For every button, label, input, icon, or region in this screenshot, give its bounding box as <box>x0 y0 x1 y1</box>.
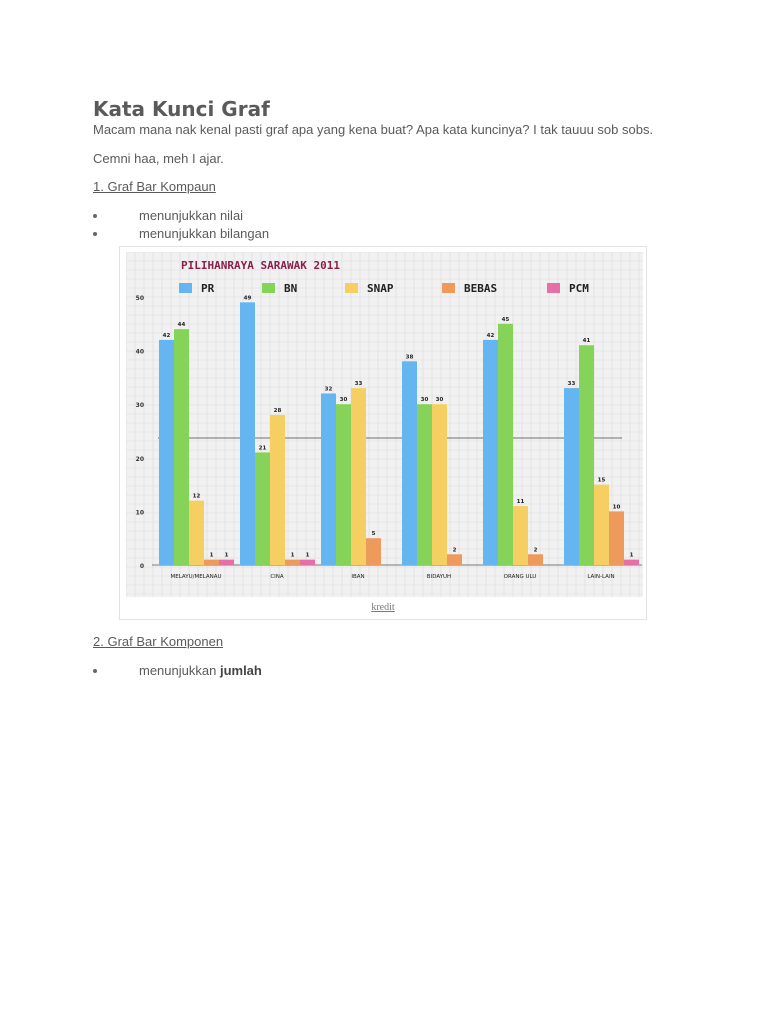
bullet-list-kompaun <box>93 207 673 243</box>
bar <box>189 501 204 565</box>
x-tick-label: CINA <box>270 574 284 580</box>
bar <box>255 452 270 565</box>
list-item <box>93 207 673 225</box>
data-label: 42 <box>486 332 495 339</box>
bar <box>270 415 285 565</box>
section-heading-graf-bar-komponen: 2. Graf Bar Komponen <box>93 634 224 649</box>
bar <box>402 361 417 565</box>
list-item-bold-text: jumlah <box>219 663 262 678</box>
y-tick-label: 30 <box>135 402 144 410</box>
data-label: 30 <box>435 397 444 404</box>
bar <box>624 560 639 565</box>
data-label: 11 <box>516 499 525 506</box>
bar <box>483 340 498 565</box>
bullet-list-komponen <box>93 662 673 680</box>
legend-swatch <box>442 283 455 293</box>
y-tick-label: 0 <box>139 563 144 570</box>
data-label: 45 <box>501 316 510 323</box>
x-tick-label: MELAYU/MELANAU <box>170 574 222 580</box>
data-label: 33 <box>567 381 576 388</box>
bar <box>366 538 381 565</box>
data-label: 30 <box>420 397 429 404</box>
y-tick-label: 50 <box>135 295 144 302</box>
bar <box>579 345 594 565</box>
data-label: 1 <box>629 552 634 559</box>
bar <box>564 388 579 565</box>
list-item-text: menunjukkan <box>139 663 220 678</box>
x-tick-label: BIDAYUH <box>426 574 452 580</box>
bar <box>528 554 543 565</box>
bar <box>513 506 528 565</box>
bar <box>285 560 300 565</box>
bar <box>219 560 234 565</box>
legend-label: BN <box>284 282 298 295</box>
section-heading-graf-bar-kompaun: 1. Graf Bar Kompaun <box>93 179 216 194</box>
list-item-text: menunjukkan nilai <box>139 208 244 223</box>
data-label: 12 <box>192 493 201 500</box>
data-label: 1 <box>224 552 229 559</box>
data-label: 15 <box>597 477 606 484</box>
data-label: 1 <box>305 552 310 559</box>
y-tick-label: 40 <box>135 348 144 356</box>
data-label: 1 <box>209 552 214 559</box>
legend-label: PCM <box>569 282 589 295</box>
legend-swatch <box>345 283 358 293</box>
intro-paragraph: Macam mana nak kenal pasti graf apa yang kena buat? Apa kata kuncinya? I tak tauuu sob sobs. <box>93 122 654 137</box>
data-label: 1 <box>290 552 295 559</box>
bar <box>240 302 255 565</box>
chart-figure <box>119 246 647 620</box>
bullet-icon <box>93 232 97 236</box>
data-label: 49 <box>243 295 252 302</box>
bar <box>498 324 513 565</box>
y-tick-label: 20 <box>135 455 144 463</box>
legend-label: PR <box>201 282 215 295</box>
legend-swatch <box>262 283 275 293</box>
data-label: 21 <box>258 445 267 452</box>
bar <box>447 554 462 565</box>
bar <box>432 404 447 565</box>
data-label: 30 <box>339 397 348 404</box>
list-item <box>93 225 673 243</box>
bullet-icon <box>93 214 97 218</box>
legend-label: BEBAS <box>464 282 498 295</box>
data-label: 28 <box>273 407 282 414</box>
bar <box>351 388 366 565</box>
page-title: Kata Kunci Graf <box>93 97 270 121</box>
x-tick-label: IBAN <box>351 574 365 580</box>
x-tick-label: ORANG ULU <box>503 574 537 580</box>
list-item-text: menunjukkan bilangan <box>139 226 270 241</box>
chart-title: PILIHANRAYA SARAWAK 2011 <box>181 259 340 272</box>
data-label: 42 <box>162 332 171 339</box>
data-label: 2 <box>533 547 538 554</box>
data-label: 33 <box>354 381 363 388</box>
bar <box>336 404 351 565</box>
bullet-icon <box>93 669 97 673</box>
bar <box>300 560 315 565</box>
data-label: 44 <box>177 322 186 329</box>
data-label: 10 <box>612 504 621 511</box>
bar <box>174 329 189 565</box>
bar <box>609 511 624 565</box>
data-label: 2 <box>452 547 457 554</box>
data-label: 38 <box>405 354 414 361</box>
data-label: 5 <box>371 531 376 538</box>
legend-swatch <box>179 283 192 293</box>
bar <box>159 340 174 565</box>
article <box>93 96 673 680</box>
y-tick-label: 10 <box>135 509 144 517</box>
data-label: 41 <box>582 338 591 345</box>
intro-paragraph-2: Cemni haa, meh I ajar. <box>93 151 224 166</box>
bar <box>204 560 219 565</box>
bar <box>417 404 432 565</box>
x-tick-label: LAIN-LAIN <box>587 574 615 580</box>
data-label: 32 <box>324 386 333 393</box>
list-item <box>93 662 673 680</box>
bar <box>594 485 609 565</box>
legend-label: SNAP <box>367 282 394 295</box>
chart-image <box>126 252 643 597</box>
bar-chart <box>126 252 643 597</box>
legend-swatch <box>547 283 560 293</box>
bar <box>321 393 336 565</box>
caption-link-kredit[interactable]: kredit <box>371 602 395 613</box>
